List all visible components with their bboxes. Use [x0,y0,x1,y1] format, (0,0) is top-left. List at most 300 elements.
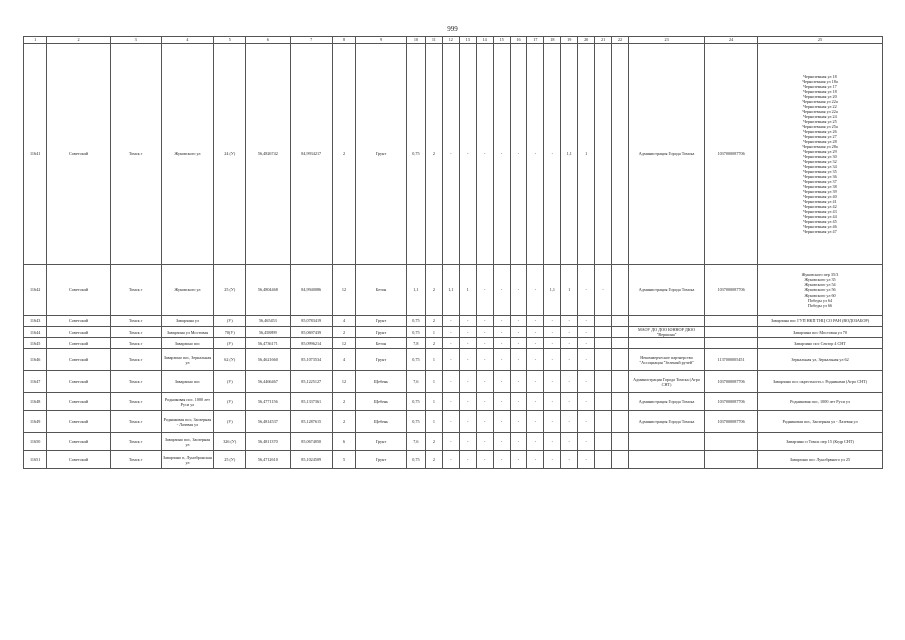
table-cell: 6 [332,433,355,451]
address-item: Черноземная ул 20 [803,93,837,99]
table-cell: Советский [47,411,110,433]
owner-cell: Администрация Города Томска [628,393,704,411]
address-item: Черноземная ул 28 [803,138,837,144]
table-cell: 4 [332,316,355,327]
table-cell: 1 [425,411,442,433]
table-cell: 1 [425,349,442,371]
table-cell: - [442,451,459,469]
table-cell: - [493,451,510,469]
table-cell: - [510,393,527,411]
column-header: 15 [493,37,510,44]
table-cell: Щебень [356,411,407,433]
table-cell: Заварзино пос, Зеркальная ул [161,349,214,371]
table-row [24,44,883,265]
table-cell: 85,0674050 [290,433,332,451]
table-cell: - [476,433,493,451]
inn-cell [705,327,758,338]
table-row [24,393,883,411]
table-cell: - [544,349,561,371]
owner-cell: Некоммерческое партнерство "Ассоциация "Зеленый ручей" [628,349,704,371]
table-cell: - [459,371,476,393]
table-cell: Советский [47,265,110,316]
inn-cell [705,338,758,349]
table-cell: 2 [425,451,442,469]
address-item: Черноземная ул 24 [803,113,837,119]
table-cell: 11642 [24,265,47,316]
column-header: 12 [442,37,459,44]
address-cell: Заварзина пос Мостовая ул 70 [758,327,883,338]
table-cell: - [544,327,561,338]
table-cell: Щебень [356,371,407,393]
table-cell [595,433,612,451]
table-cell: Советский [47,433,110,451]
table-cell: - [510,327,527,338]
table-cell: - [544,338,561,349]
table-cell: - [493,44,510,265]
owner-cell: Администрация Города Томска [628,411,704,433]
table-cell: Жуковского ул [161,265,214,316]
table-cell: 56,4466467 [246,371,290,393]
owner-cell [628,433,704,451]
address-item: Черноземная ул 43 [803,209,837,215]
table-cell: 85,1073534 [290,349,332,371]
table-cell: - [476,338,493,349]
table-cell: Советский [47,316,110,327]
table-cell: 1,1 [561,44,578,265]
address-cell: Заварзино пос окрестность с Родниками (Агро СНТ) [758,371,883,393]
address-item: Черноземная ул 28а [802,143,838,149]
address-item: Черноземная ул 25 [803,118,837,124]
table-cell: 2 [332,44,355,265]
table-cell: - [442,411,459,433]
table-cell: 25 (У) [214,265,246,316]
table-cell: - [476,451,493,469]
table-cell: - [476,327,493,338]
table-cell: - [578,338,595,349]
inn-cell: 1037000087706 [705,371,758,393]
table-cell: 85,1287615 [290,411,332,433]
table-cell: Жуковского ул [161,44,214,265]
table-cell: Заварзино пос, Заозерная ул [161,433,214,451]
table-cell: - [442,433,459,451]
table-cell: - [544,316,561,327]
table-cell: - [527,265,544,316]
table-cell: - [527,338,544,349]
table-cell: - [476,349,493,371]
owner-cell: Администрация Города Томска (Агро СНТ) [628,371,704,393]
table-cell: - [442,349,459,371]
address-item: Черноземная ул 42 [803,204,837,210]
table-cell: 0,75 [406,393,425,411]
table-cell: 56,4826742 [246,44,290,265]
table-row [24,316,883,327]
owner-cell: Администрация Города Томска [628,265,704,316]
table-cell: - [510,44,527,265]
table-cell: 84,9940086 [290,265,332,316]
table-cell: 12 [332,371,355,393]
table-cell: - [476,371,493,393]
table-row [24,265,883,316]
table-cell: 1 [459,265,476,316]
table-cell: (У) [214,316,246,327]
table-cell: 85,1024509 [290,451,332,469]
column-header: 9 [356,37,407,44]
table-cell: - [476,411,493,433]
table-cell: - [527,451,544,469]
address-item: Черноземная ул 37 [803,179,837,185]
table-cell: 7,6 [406,371,425,393]
column-header: 3 [110,37,161,44]
table-cell [595,411,612,433]
column-header: 18 [544,37,561,44]
table-cell: - [527,316,544,327]
table-cell: - [493,349,510,371]
table-cell: Грунт [356,433,407,451]
table-cell: - [578,393,595,411]
table-cell: - [544,44,561,265]
table-cell: (У) [214,393,246,411]
table-cell: Томск г [110,44,161,265]
table-cell: 7,6 [406,433,425,451]
table-cell: 1 [425,393,442,411]
table-cell: - [527,411,544,433]
address-item: Жуковского пер 35/3 [801,272,839,278]
table-cell: - [476,44,493,265]
table-cell: - [459,349,476,371]
table-cell: - [459,411,476,433]
table-row [24,411,883,433]
table-cell: 2 [332,411,355,433]
table-cell: - [476,316,493,327]
table-cell: Томск г [110,349,161,371]
table-cell: 0,75 [406,327,425,338]
column-header: 25 [758,37,883,44]
table-cell: 56,4811370 [246,433,290,451]
table-cell: 2 [425,433,442,451]
table-cell: 0,75 [406,411,425,433]
table-cell: 24 (У) [214,44,246,265]
address-cell: Родниковая пос, Заозерная ул - Лазевая ул [758,411,883,433]
table-cell: Заварзино п, Лунобронская ул [161,451,214,469]
table-cell: - [578,411,595,433]
table-cell: Томск г [110,338,161,349]
table-cell: Грунт [356,316,407,327]
table-cell: Бетон [356,338,407,349]
table-cell: - [459,44,476,265]
table-cell: 11646 [24,349,47,371]
table-cell: Бетон [356,265,407,316]
column-number-row [24,37,883,44]
table-cell: - [459,327,476,338]
table-cell: - [561,433,578,451]
table-row [24,338,883,349]
column-header: 5 [214,37,246,44]
address-item: Черноземная ул 18а [802,78,838,84]
address-item: Черноземная ул 26 [803,128,837,134]
address-cell: Заварзино пос Сектор 4 СНТ [758,338,883,349]
table-cell: 1 [578,44,595,265]
address-cell: Зеркальная ул, Зеркальная ул 62 [758,349,883,371]
table-cell [612,371,629,393]
table-cell: - [544,451,561,469]
inn-cell: 1037000087706 [705,44,758,265]
table-cell: 11641 [24,44,47,265]
column-header: 6 [246,37,290,44]
table-cell: - [493,393,510,411]
address-item: Черноземная ул 46 [803,224,837,230]
table-cell: Томск г [110,371,161,393]
table-cell: 2 [332,327,355,338]
table-cell: Советский [47,451,110,469]
address-item: Жуковского ул 56 [804,287,836,293]
table-cell: Заварзино пос [161,338,214,349]
table-cell: - [459,338,476,349]
table-cell: - [578,371,595,393]
table-cell [612,433,629,451]
table-cell: - [493,433,510,451]
column-header: 11 [425,37,442,44]
table-cell: 56,4712610 [246,451,290,469]
table-cell: - [493,338,510,349]
table-row [24,327,883,338]
table-row [24,433,883,451]
table-cell: - [510,349,527,371]
table-cell: Грунт [356,44,407,265]
table-cell: - [561,338,578,349]
table-cell: - [578,433,595,451]
table-cell: - [510,338,527,349]
table-cell: - [527,327,544,338]
table-cell: (У) [214,338,246,349]
table-cell: - [578,349,595,371]
table-cell: 11647 [24,371,47,393]
table-cell: Томск г [110,393,161,411]
address-item: Победы ул 66 [807,302,833,308]
table-cell: - [459,316,476,327]
address-item: Черноземная ул 39 [803,189,837,195]
table-cell: Заварзина ул [161,316,214,327]
table-cell: - [442,44,459,265]
address-item: Черноземная ул 18 [803,73,837,79]
table-cell: 25 (У) [214,451,246,469]
table-cell: - [459,433,476,451]
table-cell: 326 (У) [214,433,246,451]
table-cell [612,349,629,371]
table-cell: Родниковая пос, Заозерная - Лазевая ул [161,411,214,433]
table-cell: Грунт [356,349,407,371]
address-item: Черноземная ул 47 [803,229,837,235]
table-cell: 56,465453 [246,316,290,327]
table-cell: Грунт [356,451,407,469]
table-row [24,349,883,371]
table-row [24,451,883,469]
address-item: Черноземная ул 36 [803,174,837,180]
table-cell: Советский [47,327,110,338]
table-cell: 5 [332,451,355,469]
table-cell: 85,0697439 [290,327,332,338]
table-cell: 2 [332,393,355,411]
table-cell [612,393,629,411]
table-cell: - [442,371,459,393]
address-list-cell [758,265,883,316]
table-cell [595,338,612,349]
table-cell: 56,4804468 [246,265,290,316]
table-cell: Советский [47,338,110,349]
road-register-table [23,36,883,469]
table-cell: Щебень [356,393,407,411]
address-item: Черноземная ул 44 [803,214,837,220]
table-cell [595,44,612,265]
table-cell [612,265,629,316]
table-cell: Томск г [110,327,161,338]
table-cell [612,411,629,433]
column-header: 10 [406,37,425,44]
table-cell: 56,4621660 [246,349,290,371]
column-header: 14 [476,37,493,44]
table-cell: 0,75 [406,316,425,327]
table-cell: Томск г [110,433,161,451]
column-header: 13 [459,37,476,44]
table-cell: 12 [332,338,355,349]
table-cell: - [578,451,595,469]
table-cell: 12 [332,265,355,316]
table-cell: 85,1337361 [290,393,332,411]
table-cell: 7,8 [406,338,425,349]
table-cell: - [510,371,527,393]
table-cell: - [510,433,527,451]
column-header: 4 [161,37,214,44]
address-item: Жуковского ул 54 [804,282,836,288]
table-cell: - [544,411,561,433]
table-cell: - [493,327,510,338]
owner-cell: МАОУ ДО ДОО ЮННОР ДЮО "Вершина" [628,327,704,338]
table-cell: - [442,338,459,349]
column-header: 1 [24,37,47,44]
table-cell: - [561,349,578,371]
table-cell: Советский [47,44,110,265]
table-cell: 56,4736171 [246,338,290,349]
table-cell: Советский [47,393,110,411]
table-cell: Томск г [110,265,161,316]
table-cell: - [578,327,595,338]
table-cell: - [510,316,527,327]
address-cell: Родниковая пос, 1000 лет Руси ул [758,393,883,411]
address-item: Черноземная ул 22а [802,98,838,104]
table-cell: Заварзино пос [161,371,214,393]
table-cell: 11648 [24,393,47,411]
address-cell: Заварзино пос Лунобрвного ул 25 [758,451,883,469]
table-cell: 70(У) [214,327,246,338]
table-cell [595,451,612,469]
column-header: 16 [510,37,527,44]
table-cell: Советский [47,349,110,371]
owner-cell [628,338,704,349]
table-cell: - [578,265,595,316]
table-cell: Советский [47,371,110,393]
table-cell: 1 [561,265,578,316]
column-header: 22 [612,37,629,44]
table-cell: - [561,316,578,327]
inn-cell [705,451,758,469]
table-cell: - [561,327,578,338]
address-item: Черноземная ул 32 [803,159,837,165]
table-cell: - [578,316,595,327]
address-item: Черноземная ул 30 [803,154,837,159]
table-cell: - [442,316,459,327]
address-item: Черноземная ул 29 [803,148,837,154]
table-cell: 2 [425,338,442,349]
address-item: Черноземная ул 22 [803,103,837,109]
address-item: Черноземная ул 25а [802,123,838,129]
table-cell: 11651 [24,451,47,469]
table-cell: 56,4771156 [246,393,290,411]
inn-cell: 1037000087706 [705,411,758,433]
table-cell [595,349,612,371]
inn-cell: 1037000087706 [705,393,758,411]
address-item: Победы ул 64 [807,297,833,303]
address-item: Черноземная ул 27 [803,133,837,139]
table-cell: - [442,393,459,411]
table-cell: Томск г [110,316,161,327]
table-cell: - [561,451,578,469]
table-cell: 1,1 [442,265,459,316]
table-cell: Томск г [110,451,161,469]
table-cell: 11644 [24,327,47,338]
table-cell: 0,75 [406,44,425,265]
table-cell: 85,0996214 [290,338,332,349]
table-cell: 11643 [24,316,47,327]
table-cell: 56,458899 [246,327,290,338]
address-item: Черноземная ул 22а [802,108,838,114]
table-cell: 1,1 [544,265,561,316]
table-cell: - [493,316,510,327]
table-cell: - [493,371,510,393]
owner-cell [628,316,704,327]
table-cell [595,316,612,327]
table-cell: - [561,393,578,411]
address-cell: Заварзино п Томск пер 15 (Кедр СНТ) [758,433,883,451]
table-cell: 1,1 [406,265,425,316]
table-cell: - [459,451,476,469]
column-header: 19 [561,37,578,44]
inn-cell [705,316,758,327]
column-header: 23 [628,37,704,44]
table-cell: - [527,371,544,393]
table-cell [595,327,612,338]
column-header: 7 [290,37,332,44]
table-cell: - [527,349,544,371]
table-cell [612,327,629,338]
table-cell: (У) [214,411,246,433]
table-cell: 56,4814537 [246,411,290,433]
address-item: Черноземная ул 34 [803,164,837,170]
table-cell: - [459,393,476,411]
address-item: Черноземная ул 38 [803,184,837,190]
table-cell [595,393,612,411]
table-cell: - [510,265,527,316]
table-cell: 85,0783419 [290,316,332,327]
table-body [24,37,883,469]
table-cell [612,451,629,469]
table-cell: - [544,371,561,393]
column-header: 20 [578,37,595,44]
table-cell: 2 [425,44,442,265]
address-item: Черноземная ул 41 [803,199,837,205]
table-cell: Заварзина ул Мостовая [161,327,214,338]
address-cell: Заварзина пос ГУП НКП ТНЦ СО РАН (ВОДОЗАБОР) [758,316,883,327]
table-cell [612,338,629,349]
column-header: 21 [595,37,612,44]
